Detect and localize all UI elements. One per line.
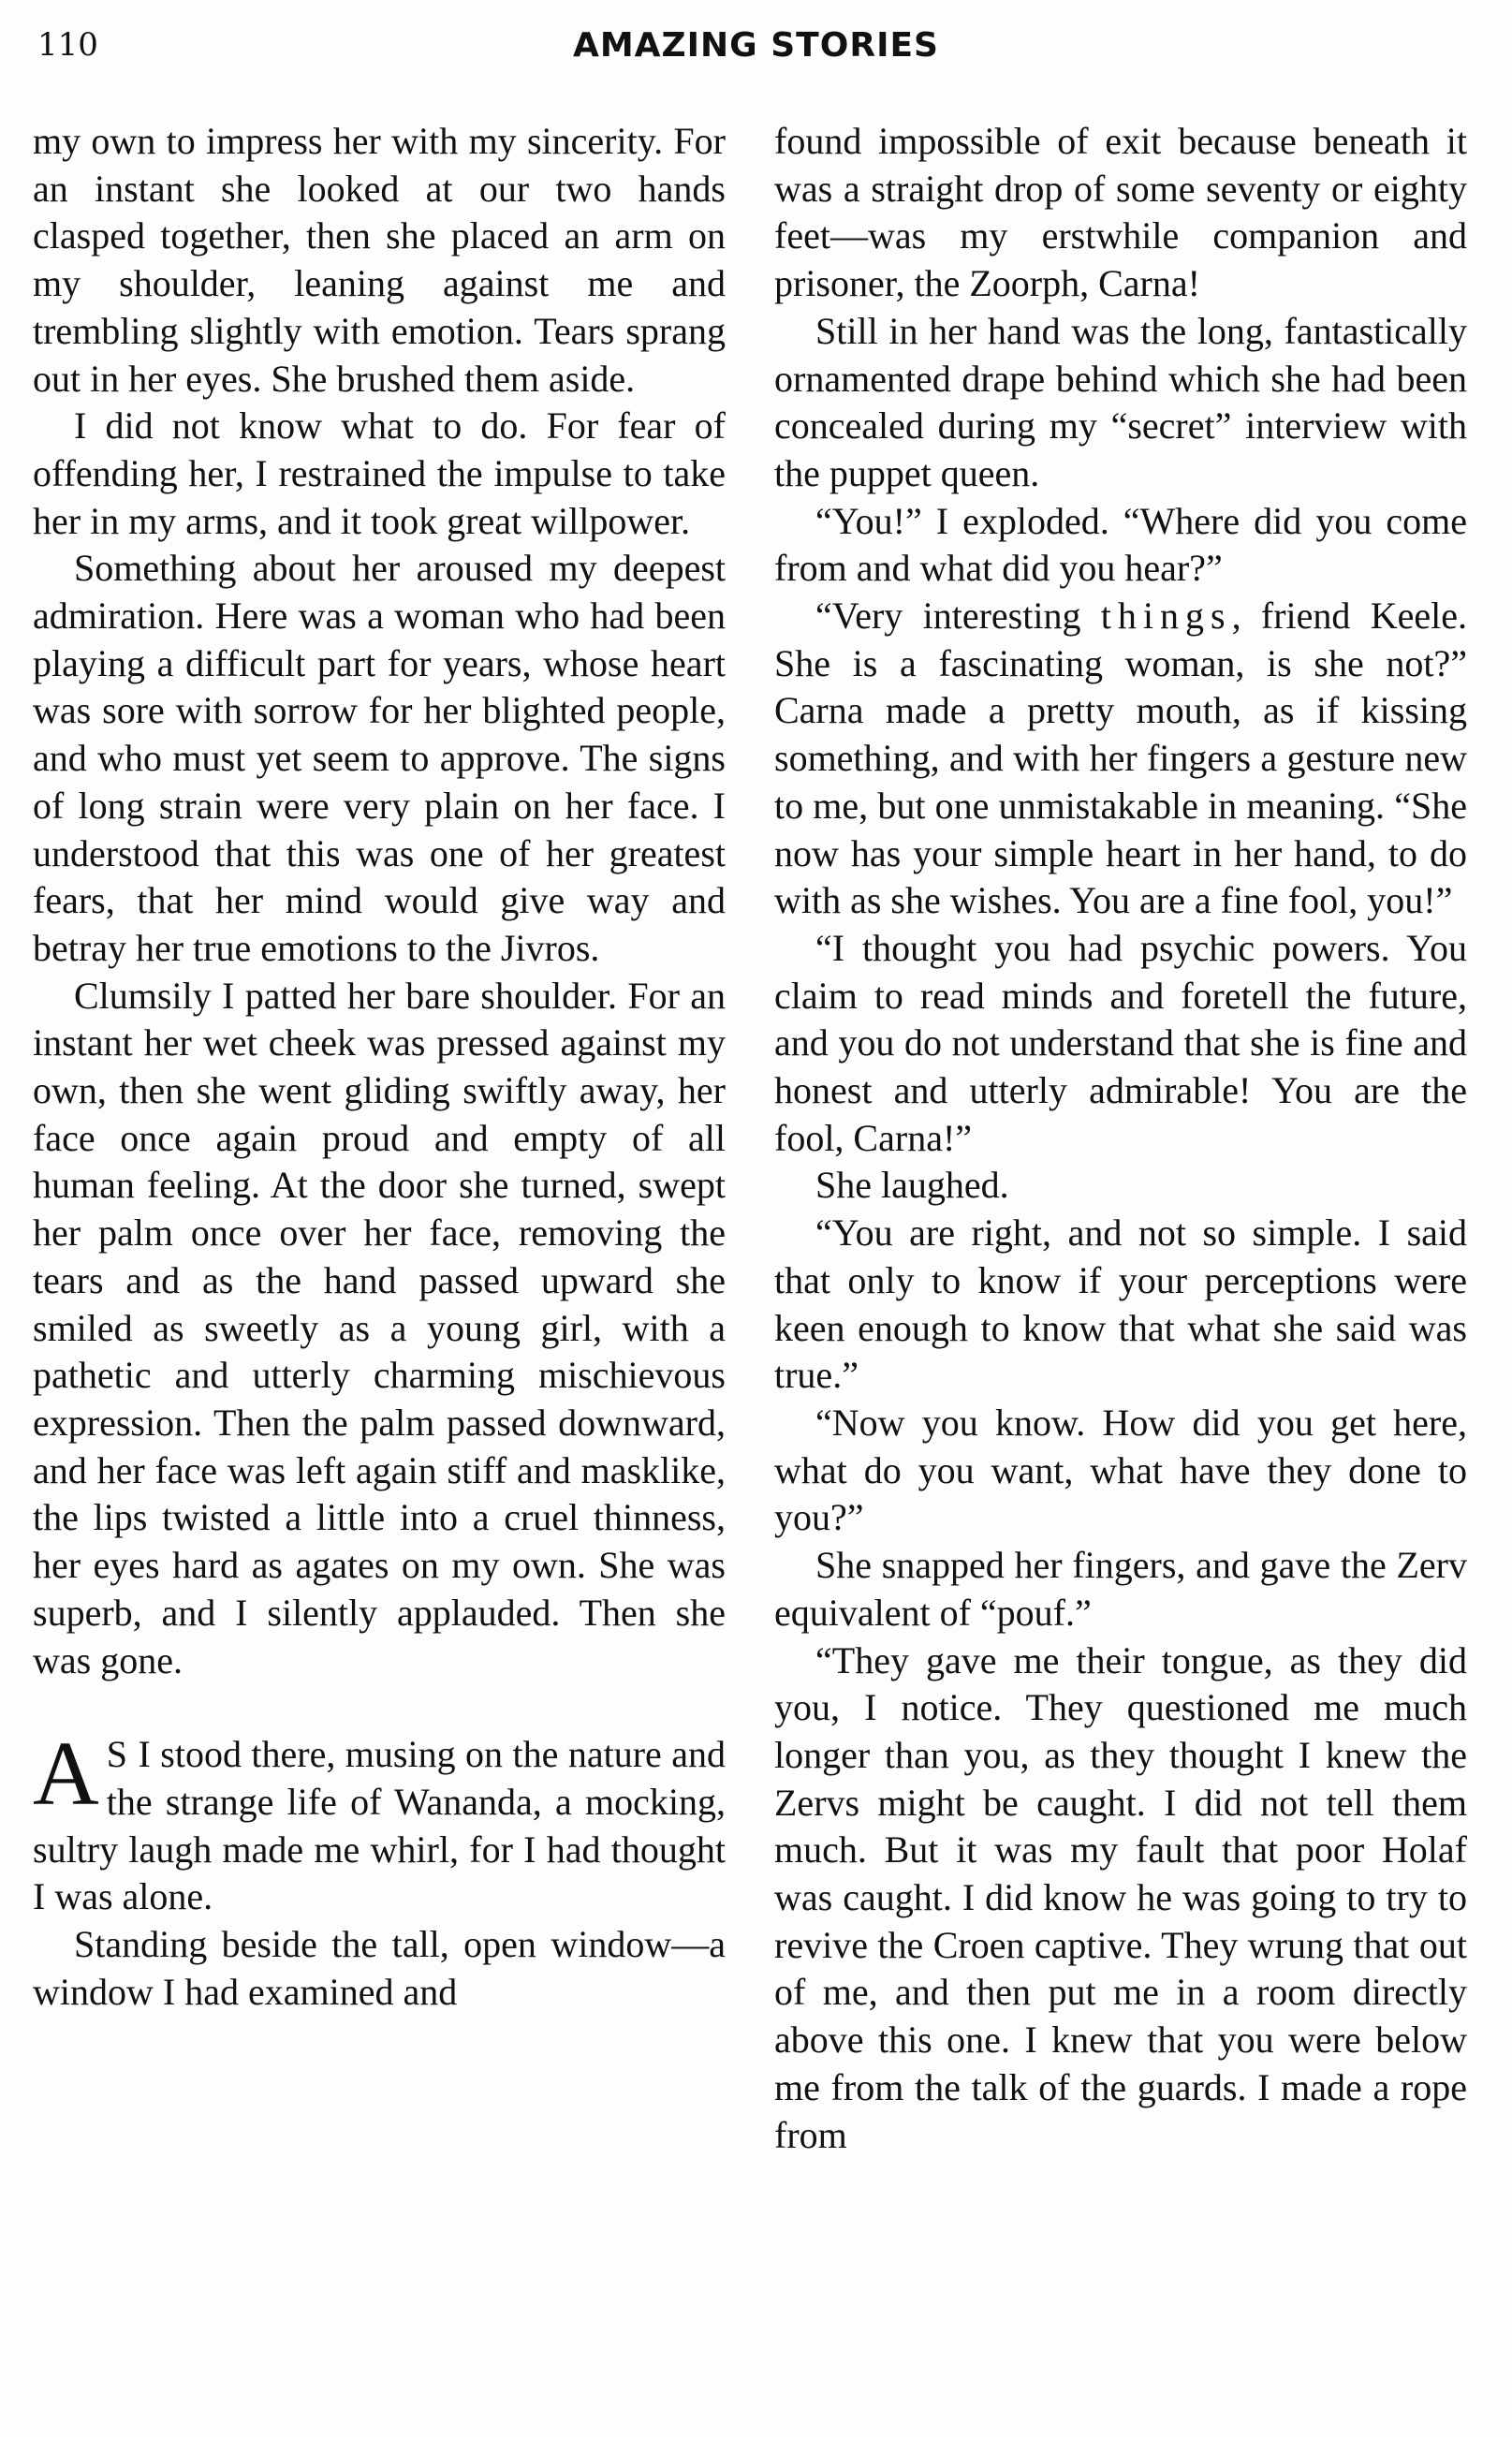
drop-cap: A: [33, 1724, 99, 1826]
paragraph: [774, 593, 1467, 925]
paragraph: She snapped her fingers, and gave the Zerv equivalent of “pouf.”: [774, 1544, 1467, 1634]
paragraph: “You are right, and not so simple. I said that only to know if your perceptions were keen enough to know that what she said was true.”: [774, 1211, 1467, 1397]
paragraph: “Now you know. How did you get here, what do you want, what have they done to you?”: [774, 1401, 1467, 1539]
spaced-emphasis: things: [1100, 595, 1232, 638]
paragraph: my own to impress her with my sincerity. For an instant she looked at our two hands clasped together, then she placed an arm on my shoulder, leaning against me and trembling slightly with emotion. Tears sprang out in her eyes. She brushed them aside.: [33, 120, 726, 400]
right-column: [774, 118, 1467, 2159]
section-text: I stood there, musing on the nature and the strange life of Wananda, a mocking, sultry laugh made me whirl, for I had thought I was alone.: [33, 1733, 726, 1918]
page-header: [0, 26, 1512, 73]
paragraph: “I thought you had psychic powers. You claim to read minds and foretell the future, and you do not understand that she is fine and honest and utterly admirable! You are the fool, Carna!”: [774, 926, 1467, 1159]
paragraph: Standing beside the tall, open window—a window I had examined and: [33, 1923, 726, 2013]
paragraph: “You!” I exploded. “Where did you come from and what did you hear?”: [774, 499, 1467, 590]
page-number: 110: [37, 26, 98, 64]
paragraph: I did not know what to do. For fear of offending her, I restrained the impulse to take her in my arms, and it took great willpower.: [33, 404, 726, 542]
magazine-title: AMAZING STORIES: [573, 26, 939, 65]
drop-cap-continuation: S: [106, 1733, 129, 1776]
section-start-paragraph: [33, 1724, 726, 1921]
text-run: “Very interesting: [815, 595, 1101, 638]
paragraph: She laughed.: [815, 1164, 1009, 1207]
paragraph: found impossible of exit because beneath it was a straight drop of some seventy or eighty feet—was my erstwhile companion and prisoner, the Zoorph, Carna!: [774, 120, 1467, 305]
paragraph: Still in her hand was the long, fantastically ornamented drape behind which she had been concealed during my “secret” interview with the puppet queen.: [774, 309, 1467, 494]
paragraph: Clumsily I patted her bare shoulder. For an instant her wet cheek was pressed against my own, then she went gliding swiftly away, her face once again proud and empty of all human feeling. At the door she turned, swept her palm once over her face, removing the tears and as the hand passed upward she smiled as sweetly as a young girl, with a pathetic and utterly charming mischievous expression. Then the palm passed downward, and her face was left again stiff and masklike, the lips twisted a little into a cruel thinness, her eyes hard as agates on my own. She was superb, and I silently applauded. Then she was gone.: [33, 974, 726, 1681]
paragraph: “They gave me their tongue, as they did you, I notice. They questioned me much longer than you, as they thought I knew the Zervs might be caught. I did not tell them much. But it was my fault that poor Holaf was caught. I did know he was going to try to revive the Croen captive. They wrung that out of me, and then put me in a room directly above this one. I knew that you were below me from the talk of the guards. I made a rope from: [774, 1638, 1467, 2156]
paragraph: Something about her aroused my deepest admiration. Here was a woman who had been playing a difficult part for years, whose heart was sore with sorrow for her blighted people, and who must yet seem to approve. The signs of long strain were very plain on her face. I understood that this was one of her greatest fears, that her mind would give way and betray her true emotions to the Jivros.: [33, 547, 726, 969]
left-column: [33, 118, 726, 2016]
text-run: , friend Keele. She is a fascinating woman, is she not?” Carna made a pretty mouth, as if kissing something, and with her fingers a gesture new to me, but one unmistakable in meaning. “She now has your simple heart in her hand, to do with as she wishes. You are a fine fool, you!”: [774, 595, 1467, 922]
